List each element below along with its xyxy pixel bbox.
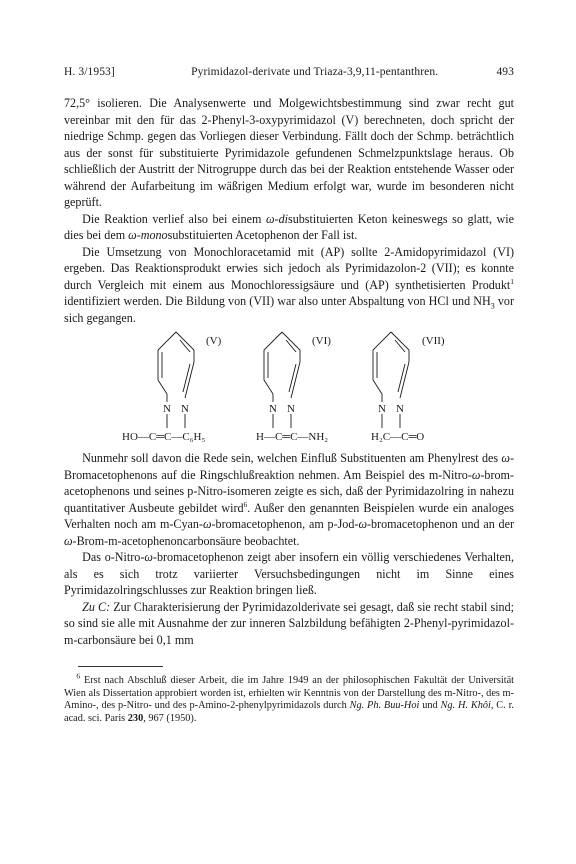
structure-V-n2: N (181, 403, 189, 415)
chemical-structures (64, 328, 514, 448)
structure-label-VI: (VI) (312, 335, 331, 347)
paragraph-2: Die Reaktion verlief also bei einem ω-disubstituierten Keton keineswegs so glatt, wie dies bei dem ω-monosubstituierten Acetophenon der Fall ist. (64, 211, 514, 242)
paragraph-4: Nunmehr soll davon die Rede sein, welchen Einfluß Substituenten am Phenylrest des ω-Bromacetophenons auf die Ringschlußreaktion nehmen. Am Beispiel des m-Nitro-ω-brom-acetophenons und seines p-Nitro-isomeren zeigte es sich, daß der Pyrimidazolring in nahezu quantitativer Ausbeute gebildet wird$^6$. Außer den genannten Beispielen wurde ein analoges Verhalten noch am m-Cyan-ω-bromacetophenon, am p-Jod-ω-bromacetophenon und an der ω-Brom-m-acetophenoncarbonsäure beobachtet. (64, 451, 515, 548)
structure-V-n1: N (163, 403, 171, 415)
footnote-6: $^6$ Erst nach Abschluß dieser Arbeit, die im Jahre 1949 an der philosophischen Fakultät der Universität Wien als Dissertation approbiert worden ist, erhielten wir Kenntnis von der Darstellung des m-Nitro-, des m-Amino-, des p-Nitro- und des p-Amino-2-phenylpyrimidazols durch Ng. Ph. Buu-Hoi und Ng. H. Khôi, C. r. acad. sci. Paris 230, 967 (1950). (64, 671, 515, 724)
header-title: Pyrimidazol-derivate und Triaza-3,9,11-pentanthren. (191, 66, 439, 78)
page (64, 66, 514, 725)
paragraph-6: Zu C: Zur Charakterisierung der Pyrimidazolderivate sei gesagt, daß sie recht stabil sind; so sind sie alle mit Ausnahme der zur inneren Salzbildung befähigten 2-Phenyl-pyrimidazol-m-carbonsäure bei 0,1 mm (64, 599, 515, 647)
paragraph-3: Die Umsetzung von Monochloracetamid mit (AP) sollte 2-Amidopyrimidazol (VI) ergeben. Das Reaktionsprodukt erwies sich jedoch als Pyrimidazolon-2 (VII); es konnte durch Vergleich mit einem aus Monochloressigsäure und (AP) synthetisierten Produkt$^1$ identifiziert werden. Die Bildung von (VII) war also unter Abspaltung von HCl und $NH_3$ vor sich gegangen. (64, 244, 514, 325)
body-text (64, 95, 514, 648)
paragraph-5: Das o-Nitro-ω-bromacetophenon zeigt aber insofern ein völlig verschiedenes Verhalten, als es sich trotz variierter Versuchsbedingungen nicht im Sinne eines Pyrimidazolringschlusses zur Reaktion bringen ließ. (64, 550, 514, 597)
structure-VII-n2: N (396, 403, 404, 415)
structure-drawing (64, 328, 514, 448)
structure-label-VII: (VII) (422, 335, 445, 347)
structure-VI-n2: N (287, 403, 295, 415)
structure-VII-n1: N (378, 403, 386, 415)
structure-VII-bottom: H₂C—C═O (371, 431, 425, 443)
structure-V-bottom: HO—C═C—C₆H₅ (122, 431, 206, 443)
running-header (64, 66, 514, 82)
header-journal-ref: H. 3/1953] (64, 66, 115, 78)
structure-VI-n1: N (269, 403, 277, 415)
structure-VI-bottom: H—C═C—NH₂ (256, 431, 329, 443)
paragraph-1: 72,5° isolieren. Die Analysenwerte und Molgewichtsbestimmung sind zwar recht gut vereinbar mit den für das 2-Phenyl-3-oxypyrimidazol (V) berechneten, doch spricht der niedrige Schmp. gegen das Vorliegen dieser Verbindung. Fällt doch der Schmp. beträchtlich aus der sonst für substituierte Pyrimidazole gefundenen Schmelzpunktslage heraus. Ob schließlich der Austritt der Nitrogruppe durch das bei der Reaktion entstehende Wasser oder während der Aufarbeitung im wäßrigen Medium erfolgt war, wurde im besonderen nicht geprüft. (64, 96, 514, 209)
page-number: 493 (496, 66, 514, 78)
footnote-divider (78, 666, 163, 667)
structure-label-V: (V) (206, 335, 222, 347)
